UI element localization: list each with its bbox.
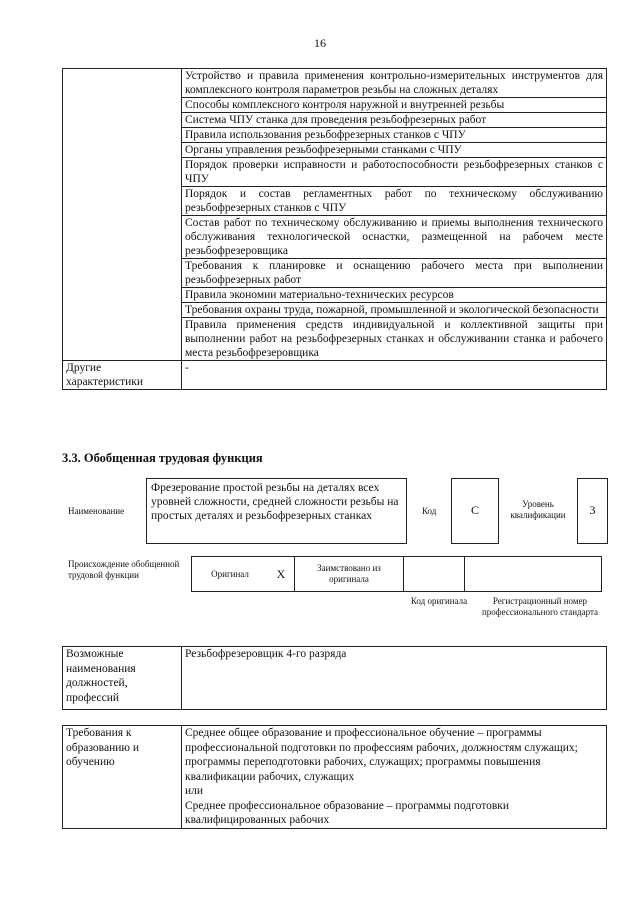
table-cell: Правила использования резьбофрезерных станков с ЧПУ bbox=[182, 128, 607, 143]
table-cell: Состав работ по техническому обслуживанию и приемы выполнения технического обслуживания технологической оснастки, размещенной на рабочем месте резьбофрезеровщика bbox=[182, 216, 607, 259]
original-mark: X bbox=[268, 557, 295, 592]
reg-number-cell bbox=[465, 557, 602, 592]
page-number: 16 bbox=[314, 36, 326, 50]
table-cell: Требования охраны труда, пожарной, промышленной и экологической безопасности bbox=[182, 303, 607, 318]
empty-label-cell bbox=[63, 69, 182, 361]
function-name-box: Фрезерование простой резьбы на деталях всех уровней сложности, средней сложности резьбы на простых деталях и резьбофрезерных станках bbox=[146, 478, 407, 544]
borrowed-label: Заимствовано из оригинала bbox=[295, 557, 404, 592]
education-or: или bbox=[185, 785, 204, 797]
table-cell: Порядок проверки исправности и работоспособности резьбофрезерных станков с ЧПУ bbox=[182, 158, 607, 187]
reg-number-label: Регистрационный номер профессионального стандарта bbox=[481, 596, 599, 617]
table-row bbox=[192, 557, 602, 592]
positions-table bbox=[62, 646, 607, 710]
education-label: Требования к образованию и обучению bbox=[63, 726, 182, 829]
original-label: Оригинал bbox=[192, 557, 269, 592]
table-cell: Порядок и состав регламентных работ по техническому обслуживанию резьбофрезерных станков с ЧПУ bbox=[182, 187, 607, 216]
table-cell: Правила экономии материально-технических ресурсов bbox=[182, 288, 607, 303]
table-cell: Устройство и правила применения контрольно-измерительных инструментов для комплексного контроля параметров резьбы на сложных деталях bbox=[182, 69, 607, 98]
qualification-level-box: 3 bbox=[577, 478, 608, 544]
knowledge-table bbox=[62, 68, 607, 390]
name-label: Наименование bbox=[68, 506, 125, 516]
education-line-1: Среднее общее образование и профессиональное обучение – программы профессиональной подготовки по профессиям рабочих, должностям служащих; программы переподготовки рабочих, служащих; программы повышения квалификации рабочих, служащих bbox=[185, 727, 578, 783]
education-value bbox=[182, 726, 607, 829]
table-cell: Требования к планировке и оснащению рабочего места при выполнении резьбофрезерных работ bbox=[182, 259, 607, 288]
code-label: Код bbox=[422, 506, 437, 516]
table-row bbox=[63, 361, 607, 390]
education-table bbox=[62, 725, 607, 829]
section-heading: 3.3. Обобщенная трудовая функция bbox=[62, 451, 263, 465]
other-characteristics-label: Другие характеристики bbox=[63, 361, 182, 390]
table-cell: Способы комплексного контроля наружной и внутренней резьбы bbox=[182, 98, 607, 113]
origin-label: Происхождение обобщенной трудовой функции bbox=[68, 559, 180, 580]
table-row bbox=[63, 726, 607, 829]
function-code-box: C bbox=[451, 478, 499, 544]
table-cell: Правила применения средств индивидуальной и коллективной защиты при выполнении работ на резьбофрезерных станках и обслуживании станка и рабочего места резьбофрезеровщика bbox=[182, 318, 607, 361]
level-label: Уровень квалификации bbox=[510, 499, 566, 520]
positions-label: Возможные наименования должностей, профессий bbox=[63, 647, 182, 710]
other-characteristics-value: - bbox=[182, 361, 607, 390]
table-row bbox=[63, 647, 607, 710]
code-original-cell bbox=[404, 557, 465, 592]
positions-value: Резьбофрезеровщик 4-го разряда bbox=[182, 647, 607, 710]
code-original-label: Код оригинала bbox=[410, 596, 468, 606]
education-line-2: Среднее профессиональное образование – программы подготовки квалифицированных рабочих bbox=[185, 799, 510, 826]
origin-table bbox=[191, 556, 602, 592]
table-cell: Система ЧПУ станка для проведения резьбофрезерных работ bbox=[182, 113, 607, 128]
table-cell: Органы управления резьбофрезерными станками с ЧПУ bbox=[182, 143, 607, 158]
table-row bbox=[63, 69, 607, 98]
